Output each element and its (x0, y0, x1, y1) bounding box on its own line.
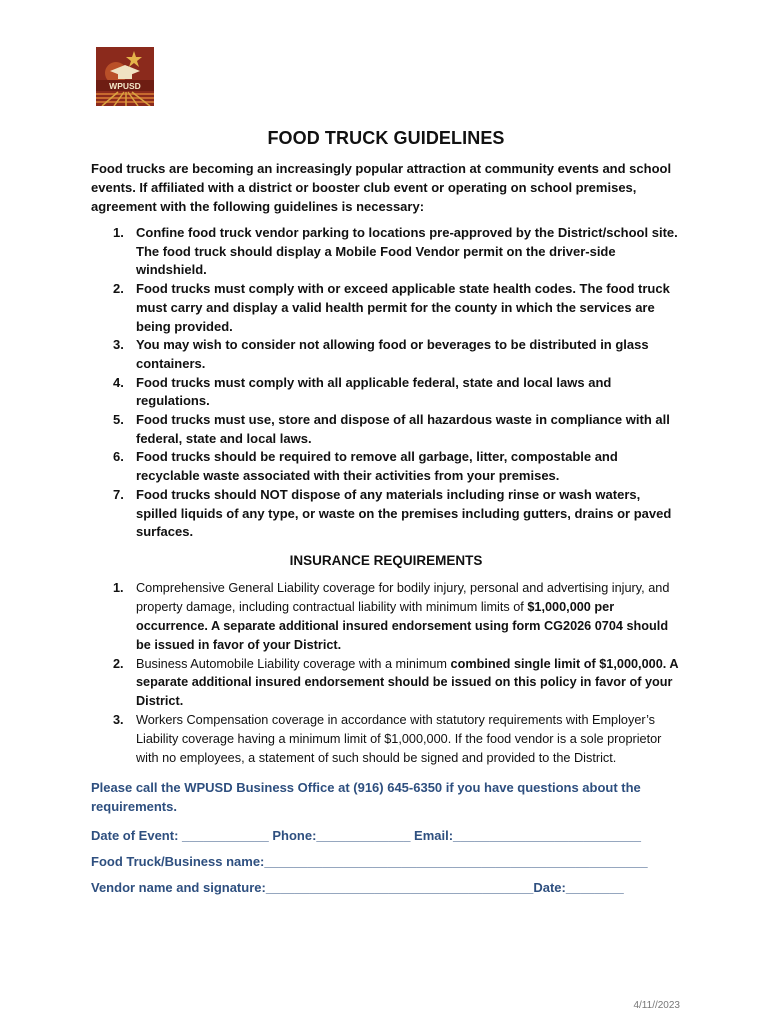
insurance-text: Business Automobile Liability coverage with a minimum (136, 656, 451, 671)
insurance-list (91, 579, 681, 768)
insurance-number: 1. (113, 580, 124, 595)
footer-date: 4/11//2023 (633, 1000, 680, 1011)
wpusd-logo-icon (96, 47, 154, 106)
guideline-item (91, 280, 681, 336)
insurance-bold-text: $1,000,000 per occurrence. A separate additional insured endorsement using form CG2026 0704 should be issued in favor of your District. (136, 599, 669, 652)
guideline-number: 7. (113, 486, 124, 502)
event-date-phone-email-field[interactable]: Date of Event: ____________ Phone:_____________ Email:__________________________ (91, 828, 642, 844)
guideline-item (91, 336, 681, 373)
guideline-number: 5. (113, 412, 124, 428)
insurance-bold-text: combined single limit of $1,000,000. A separate additional insured endorsement should be issued on this policy in favor of your District. (136, 656, 679, 709)
logo-text: WPUSD (109, 81, 141, 91)
guideline-number: 1. (113, 225, 124, 240)
insurance-item (91, 655, 681, 712)
guideline-text: Food trucks must use, store and dispose of all hazardous waste in compliance with all federal, state and local laws. (136, 412, 670, 446)
guideline-text: Food trucks should NOT dispose of any materials including rinse or wash waters, spilled liquids of any type, or waste on the premises including gutters, drains or paved surfaces. (136, 486, 672, 540)
business-name-field[interactable]: Food Truck/Business name:_____________________________________________________ (91, 854, 648, 870)
wpusd-logo (96, 47, 154, 106)
intro-paragraph: Food trucks are becoming an increasingly popular attraction at community events and school events. If affiliated with a district or booster club event or operating on school premises, agreement with the following guidelines is necessary: (91, 161, 672, 214)
guideline-text: Food trucks should be required to remove all garbage, litter, compostable and recyclable waste associated with their activities from your premises. (136, 449, 618, 484)
insurance-number: 2. (113, 656, 124, 671)
page-title: FOOD TRUCK GUIDELINES (267, 128, 505, 148)
guideline-text: Confine food truck vendor parking to locations pre-approved by the District/school site. The food truck should display a Mobile Food Vendor permit on the driver-side windshield. (136, 225, 678, 278)
guideline-item (91, 486, 681, 542)
guideline-item (91, 411, 681, 448)
guideline-number: 3. (113, 337, 124, 353)
insurance-text: Workers Compensation coverage in accordance with statutory requirements with Employer’s Liability coverage having a minimum limit of $1,000,000. If the food vendor is a sole proprietor with no employees, a statement of such should be signed and provided to the District. (136, 713, 662, 766)
guideline-item (91, 448, 681, 485)
guideline-text: Food trucks must comply with all applicable federal, state and local laws and regulations. (136, 374, 612, 409)
insurance-text: Comprehensive General Liability coverage for bodily injury, personal and advertising injury, and property damage, including contractual liability with minimum limits of (136, 580, 670, 614)
guideline-item (91, 224, 681, 280)
insurance-number: 3. (113, 713, 124, 728)
guideline-text: You may wish to consider not allowing food or beverages to be distributed in glass containers. (136, 337, 649, 371)
guidelines-list (91, 224, 681, 542)
insurance-heading: INSURANCE REQUIREMENTS (289, 552, 483, 568)
insurance-item (91, 579, 681, 655)
guideline-number: 4. (113, 374, 124, 390)
guideline-text: Food trucks must comply with or exceed applicable state health codes. The food truck must carry and display a valid health permit for the county in which the services are being provided. (136, 281, 670, 334)
insurance-item (91, 711, 681, 768)
guideline-number: 2. (113, 281, 124, 297)
document-body (91, 128, 681, 897)
contact-note: Please call the WPUSD Business Office at (916) 645-6350 if you have questions about the requirements. (91, 780, 641, 815)
vendor-signature-date-field[interactable]: Vendor name and signature:_____________________________________Date:________ (91, 880, 624, 896)
guideline-number: 6. (113, 449, 124, 465)
guideline-item (91, 374, 681, 411)
